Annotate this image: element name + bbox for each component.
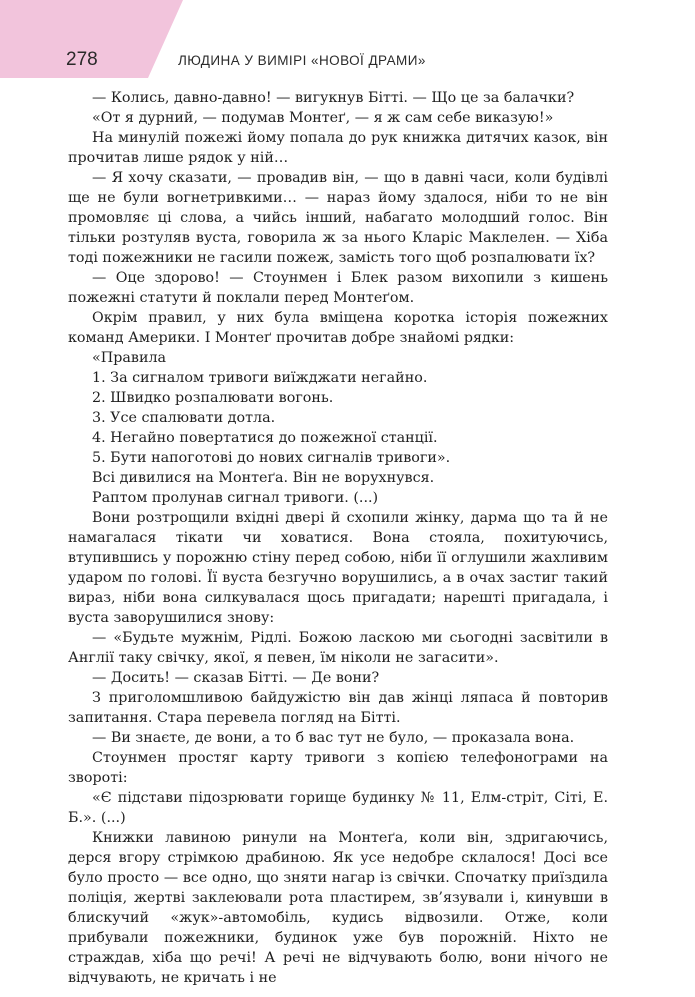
page-number: 278 [66,49,98,70]
paragraph: «Є підстави підозрювати горище будинку № 11, Елм-стріт, Сіті, Е. Б.». (...) [68,790,608,826]
paragraph: Вони розтрощили вхідні двері й схопили жінку, дарма що та й не намагалася тікати чи ховатися. Вона стояла, похитуючись, втупившись у порожню стіну перед собою, ніби її оглушили жахливим ударом по голові. Її вуста безгучно ворушились, а в очах застиг такий вираз, ніби вона силкувалася щось пригадати; нарешті пригадала, і вуста заворушилися знову: [68,510,608,626]
paragraph: «От я дурний, — подумав Монтеґ, — я ж сам себе виказую!» [92,110,554,126]
rule-item: 1. За сигналом тривоги виїжджати негайно. [92,370,428,386]
paragraph: Книжки лавиною ринули на Монтеґа, коли він, здригаючись, дерся вгору стрімкою драбиною. Як усе недобре склалося! Досі все було просто — все одно, що зняти нагар із свічки. Спочатку приїздила поліція, жертві заклеювали рота пластирем, зв’язували і, кинувши в блискучий «жук»-автомобіль, кудись відвозили. Отже, коли прибували пожежники, будинок уже був порожній. Ніхто не страждав, хіба що речі! А речі не відчувають болю, вони нічого не відчувають, не кричать і не [68,830,608,986]
body-text [68,88,608,988]
rules-heading: «Правила [92,350,167,366]
rule-item: 5. Бути напоготові до нових сигналів тривоги». [92,450,451,466]
paragraph: На минулій пожежі йому попала до рук книжка дитячих казок, він прочитав лише рядок у ній… [68,130,608,166]
rule-item: 3. Усе спалювати дотла. [92,410,276,426]
paragraph: — «Будьте мужнім, Рідлі. Божою ласкою ми сьогодні засвітили в Англії таку свічку, якої, я певен, їм ніколи не загасити». [68,630,608,666]
paragraph: — Досить! — сказав Бітті. — Де вони? [92,670,380,686]
paragraph: — Колись, давно-давно! — вигукнув Бітті. — Що це за балачки? [92,90,575,106]
rule-item: 4. Негайно повертатися до пожежної станції. [92,430,438,446]
paragraph: — Я хочу сказати, — провадив він, — що в давні часи, коли будівлі ще не були вогнетривкими… — нараз йому здалося, ніби то не він промовляє ці слова, а чийсь інший, набагато молодший голос. Він тільки розтуляв вуста, говорила ж за нього Кларіс Маклелен. — Хіба тоді пожежники не гасили пожеж, замість того щоб розпалювати їх? [68,170,608,266]
rule-item: 2. Швидко розпалювати вогонь. [92,390,334,406]
running-title: ЛЮДИНА У ВИМІРІ «НОВОЇ ДРАМИ» [178,53,426,68]
paragraph: Раптом пролунав сигнал тривоги. (...) [92,490,379,506]
paragraph: Стоунмен простяг карту тривоги з копією телефонограми на звороті: [68,750,608,786]
paragraph: — Ви знаєте, де вони, а то б вас тут не було, — проказала вона. [92,730,575,746]
paragraph: — Оце здорово! — Стоунмен і Блек разом вихопили з кишень пожежні статути й поклали перед Монтеґом. [68,270,608,306]
paragraph: Окрім правил, у них була вміщена коротка історія пожежних команд Америки. І Монтеґ прочитав добре знайомі рядки: [68,310,608,346]
paragraph: З приголомшливою байдужістю він дав жінці ляпаса й повторив запитання. Стара перевела погляд на Бітті. [68,690,608,726]
paragraph: Всі дивилися на Монтеґа. Він не ворухнувся. [92,470,435,486]
